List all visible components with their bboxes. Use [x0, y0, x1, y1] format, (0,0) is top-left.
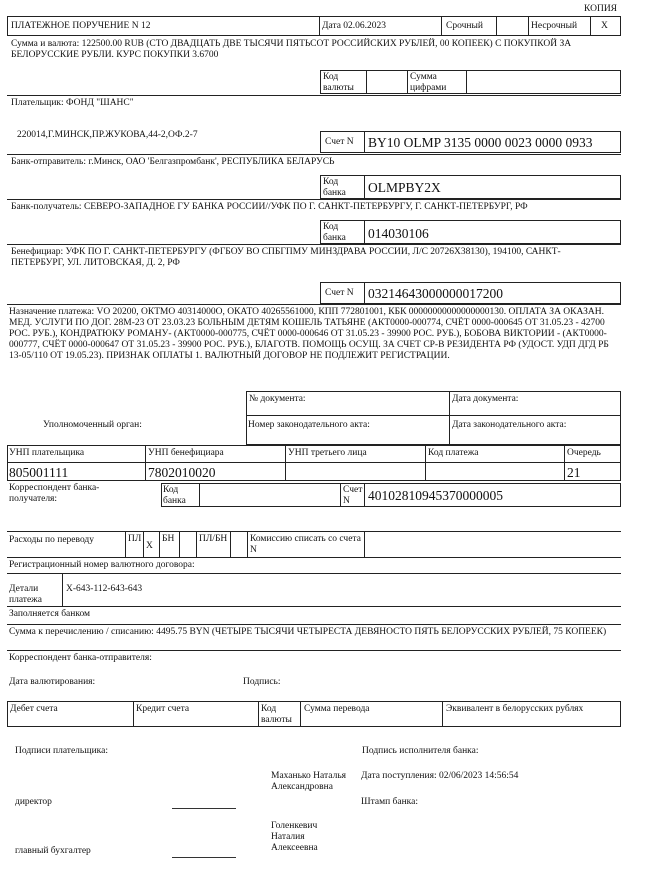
valuation-date-label: Дата валютирования:: [9, 677, 96, 687]
expenses-label: Расходы по переводу: [9, 535, 95, 545]
beneficiary-unp-label: УНП бенефициара: [148, 448, 224, 458]
signature-label: Подпись:: [243, 677, 281, 687]
equivalent-label: Эквивалент в белорусских рублях: [446, 704, 584, 714]
currency-code-label: Код валюты: [323, 72, 354, 93]
urgent-label: Срочный: [446, 21, 483, 31]
expense-plbn: ПЛ/БН: [199, 534, 228, 544]
receiver-bank-label: Банк-получатель: СЕВЕРО-ЗАПАДНОЕ ГУ БАНКА РОССИИ//УФК ПО Г. САНКТ-ПЕТЕРБУРГУ, Г. САНКТ-ПЕТЕРБУРГ, РФ: [11, 202, 528, 212]
beneficiary-account-label: Счет N: [325, 288, 354, 298]
document-date: Дата 02.06.2023: [322, 21, 387, 31]
sender-bank-code: OLMPBY2X: [368, 180, 441, 195]
bank-signature-label: Подпись исполнителя банка:: [362, 746, 479, 756]
accountant-name: Голенкевич Наталия Алексеевна: [271, 821, 318, 853]
expense-pl: ПЛ: [128, 534, 142, 544]
bank-fill-label: Заполняется банком: [9, 609, 91, 619]
third-party-unp-label: УНП третьего лица: [288, 448, 367, 458]
correspondent-code-label: Код банка: [163, 485, 186, 506]
director-label: директор: [15, 797, 52, 807]
payment-code-label: Код платежа: [428, 448, 479, 458]
receipt-date: Дата поступления: 02/06/2023 14:56:54: [361, 771, 519, 781]
authorized-organ-label: Уполномоченный орган:: [43, 420, 142, 430]
copy-label: КОПИЯ: [584, 4, 618, 14]
expense-pl-mark: X: [146, 541, 153, 551]
sender-correspondent-label: Корреспондент банка-отправителя:: [9, 653, 152, 663]
queue-label: Очередь: [567, 448, 601, 458]
document-title: ПЛАТЕЖНОЕ ПОРУЧЕНИЕ N 12: [11, 21, 151, 31]
expense-bn: БН: [162, 534, 175, 544]
director-signature-line: [172, 808, 236, 809]
receiver-bank-code: 014030106: [368, 226, 429, 241]
beneficiary-label: Бенефициар: УФК ПО Г. САНКТ-ПЕТЕРБУРГУ (ФГБОУ ВО СПБГПМУ МИНЗДРАВА РОССИИ, Л/С 20726Х38130), 194100, САНКТ-ПЕТЕРБУРГ, УЛ. ЛИТОВСКАЯ, Д. 2, РФ: [11, 247, 561, 268]
registration-label: Регистрационный номер валютного договора:: [9, 560, 195, 570]
sender-bank-code-label: Код банка: [323, 177, 346, 198]
correspondent-account: 40102810945370000005: [368, 488, 503, 503]
credit-label: Кредит счета: [136, 704, 190, 714]
doc-number-label: № документа:: [249, 394, 306, 404]
sender-bank-label: Банк-отправитель: г.Минск, ОАО 'Белгазпромбанк', РЕСПУБЛИКА БЕЛАРУСЬ: [11, 157, 335, 167]
payer-account: BY10 OLMP 3135 0000 0023 0000 0933: [368, 135, 593, 150]
sum-digits-label: Сумма цифрами: [410, 72, 447, 93]
queue-value: 21: [567, 465, 581, 480]
correspondent-label: Корреспондент банка-получателя:: [9, 483, 100, 504]
beneficiary-unp: 7802010020: [148, 465, 216, 480]
correspondent-account-label: Счет N: [343, 485, 363, 506]
transfer-sum-label: Сумма перевода: [304, 704, 370, 714]
accountant-label: главный бухгалтер: [15, 846, 91, 856]
nonurgent-label: Несрочный: [531, 21, 578, 31]
commission-label: Комиссию списать со счета N: [250, 534, 361, 555]
debit-label: Дебет счета: [10, 704, 58, 714]
payer-unp: 805001111: [9, 465, 69, 480]
accounting-currency-label: Код валюты: [261, 704, 292, 725]
payer-label: Плательщик: ФОНД "ШАНС": [11, 98, 134, 108]
payer-unp-label: УНП плательщика: [9, 448, 85, 458]
payer-address: 220014,Г.МИНСК,ПР.ЖУКОВА,44-2,ОФ.2-7: [17, 130, 198, 140]
payment-purpose: Назначение платежа: VO 20200, ОКТМО 40314000О, ОКАТО 40265561000, КПП 772801001, КБК 00000000000000000130. ОПЛАТА ЗА ОКАЗАН. МЕД. УСЛУГИ ПО ДОГ. 28М-23 ОТ 23.03.23 БОЛЬНЫМ ДЕТЯМ КОШЕЛЬ ТАТЬЯНЕ (АКТ0000-000774, СЧЁТ 0000-000645 ОТ 31.05.23 - 42700 РОС. РУБ.), КОНДРАТЮКУ РОМАНУ- (АКТ0000-000775, СЧЁТ 0000-000646 ОТ 31.05.23 - 39900 РОС. РУБ.), БОБОВА ВИКТОРИИ - (АКТ0000-000777, СЧЁТ 0000-000647 ОТ 31.05.23 - 39900 РОС. РУБ.), БЛАГОТВ. ПОМОЩЬ ОСУЩ. ЗА СЧЕТ СР-В РЕЗИДЕНТА РФ (УДОСТ. УДП ДГД РБ 13-05/110 ОТ 19.05.23). ПРИЗНАК ОПЛАТЫ 1. ВАЛЮТНЫЙ ДОГОВОР НЕ ПОДЛЕЖИТ РЕГИСТРАЦИИ.: [9, 307, 609, 361]
act-number-label: Номер законодательного акта:: [248, 420, 370, 430]
act-date-label: Дата законодательного акта:: [452, 420, 567, 430]
payer-account-label: Счет N: [325, 137, 354, 147]
doc-date-label: Дата документа:: [452, 394, 519, 404]
beneficiary-account: 03214643000000017200: [368, 286, 503, 301]
bank-stamp-label: Штамп банка:: [361, 797, 418, 807]
payer-signatures-label: Подписи плательщика:: [15, 746, 108, 756]
director-name: Маханько Наталья Александровна: [271, 771, 347, 792]
transfer-sum: Сумма к перечислению / списанию: 4495.75 BYN (ЧЕТЫРЕ ТЫСЯЧИ ЧЕТЫРЕСТА ДЕВЯНОСТО ПЯТЬ БЕЛОРУССКИХ РУБЛЕЙ, 75 КОПЕЕК): [9, 627, 607, 637]
details-value: X-643-112-643-643: [66, 584, 143, 594]
amount-text: Сумма и валюта: 122500.00 RUB (СТО ДВАДЦАТЬ ДВЕ ТЫСЯЧИ ПЯТЬСОТ РОССИЙСКИХ РУБЛЕЙ, 00 КОПЕЕК) С ПОКУПКОЙ ЗА БЕЛОРУССКИЕ РУБЛИ. КУРС ПОКУПКИ 3.6700: [11, 39, 572, 60]
nonurgent-mark: X: [601, 21, 608, 31]
details-label: Детали платежа: [9, 584, 42, 605]
accountant-signature-line: [172, 857, 236, 858]
receiver-bank-code-label: Код банка: [323, 222, 346, 243]
